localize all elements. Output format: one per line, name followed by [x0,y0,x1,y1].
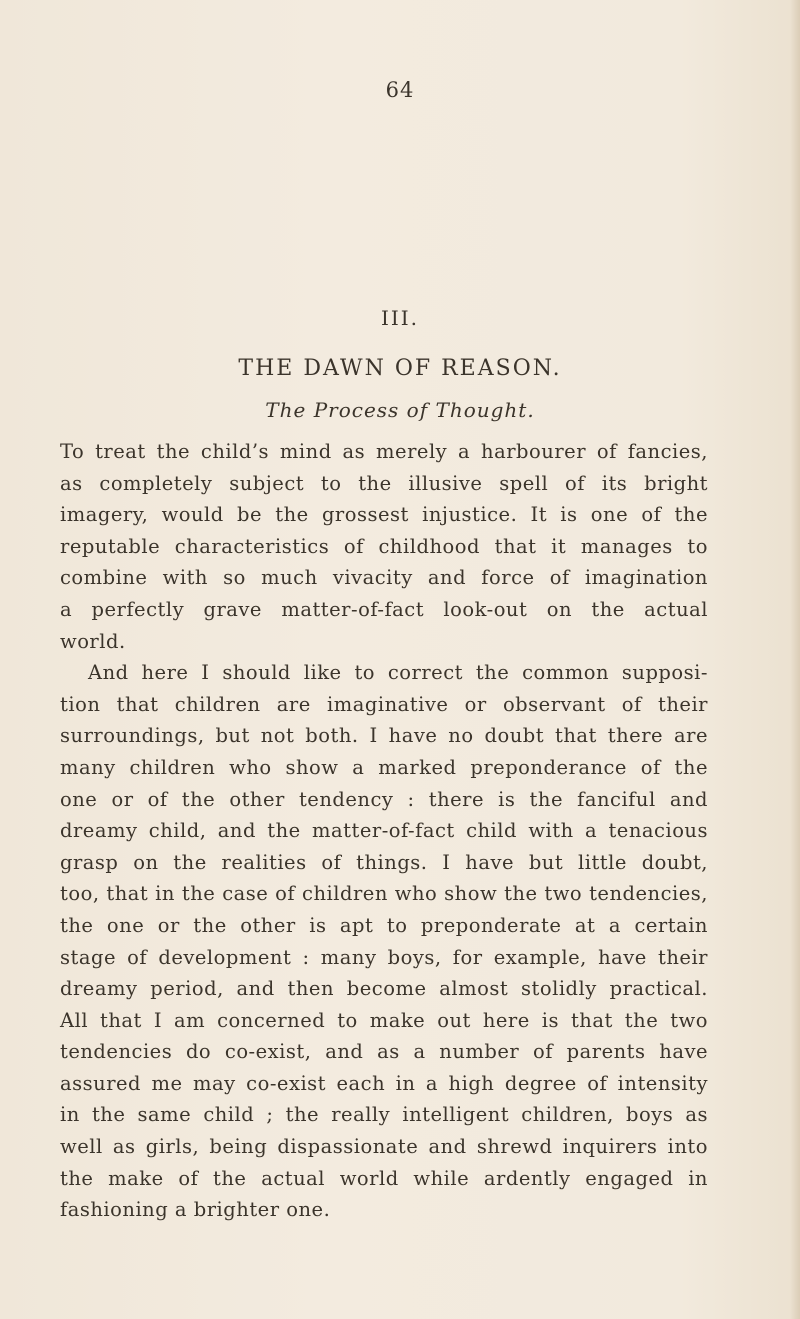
text-line: a perfectly grave matter-of-fact look-out on the actual [60,597,708,621]
text-line: assured me may co-exist each in a high degree of intensity [60,1071,708,1095]
text-line: reputable characteristics of childhood that it manages to [60,534,708,558]
text-line: tendencies do co-exist, and as a number of parents have [60,1040,708,1064]
page-number: 64 [385,78,415,102]
section-title: The Process of Thought. [265,398,535,422]
paragraph-2 [60,657,708,1226]
text-line: And here I should like to correct the common supposi- [88,661,708,685]
text-line: surroundings, but not both. I have no doubt that there are [60,724,708,748]
text-line: stage of development : many boys, for example, have their [60,945,708,969]
text-line: many children who show a marked preponderance of the [60,755,708,779]
text-line: the one or the other is apt to preponderate at a certain [60,913,708,937]
text-line: the make of the actual world while ardently engaged in [60,1166,708,1190]
text-line: one or of the other tendency : there is the fanciful and [60,787,708,811]
page-edge-shadow [790,0,800,1319]
text-line: To treat the child’s mind as merely a harbourer of fancies, [60,440,708,463]
text-line: tion that children are imaginative or observant of their [60,692,708,716]
text-line: grasp on the realities of things. I have but little doubt, [60,850,708,874]
text-line: combine with so much vivacity and force of imagination [60,566,708,590]
chapter-number: III. [380,306,420,330]
text-line: world. [60,629,126,653]
chapter-title: THE DAWN OF REASON. [238,356,562,381]
text-line: dreamy period, and then become almost stolidly practical. [60,977,708,1001]
body-text [60,436,708,1226]
text-line: well as girls, being dispassionate and shrewd inquirers into [60,1135,708,1159]
text-line: fashioning a brighter one. [60,1198,331,1222]
text-line: in the same child ; the really intelligent children, boys as [60,1103,708,1127]
paragraph-1 [60,436,708,657]
text-line: as completely subject to the illusive spell of its bright [60,471,708,495]
text-line: imagery, would be the grossest injustice. It is one of the [60,503,708,527]
text-line: too, that in the case of children who show the two tendencies, [60,882,708,906]
text-line: dreamy child, and the matter-of-fact child with a tenacious [60,819,708,843]
text-line: All that I am concerned to make out here is that the two [60,1008,708,1032]
